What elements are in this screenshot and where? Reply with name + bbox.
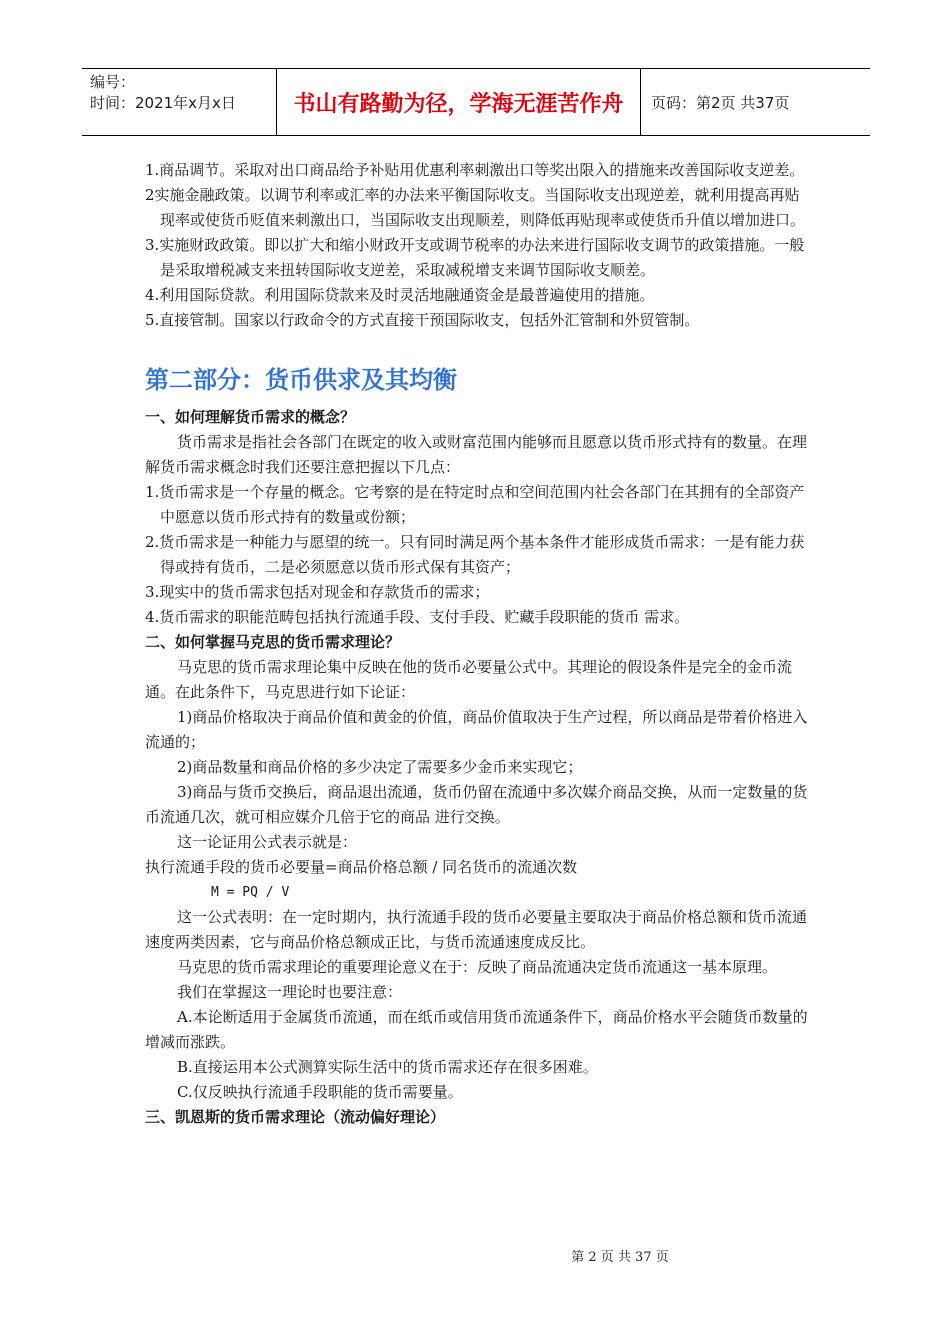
paragraph: 货币需求是指社会各部门在既定的收入或财富范围内能够而且愿意以货币形式持有的数量。在理解货币需求概念时我们还要注意把握以下几点： (145, 433, 808, 476)
section-title-q3: 三、凯恩斯的货币需求理论（流动偏好理论） (145, 1108, 446, 1126)
argument-point: 1)商品价格取决于商品价值和黄金的价值，商品价值取决于生产过程，所以商品是带着价格进入流通的； (145, 708, 808, 751)
paragraph: 这一公式表明：在一定时期内，执行流通手段的货币必要量主要取决于商品价格总额和货币流通速度两类因素，它与商品价格总额成正比，与货币流通速度成反比。 (145, 908, 808, 951)
header-left-cell (82, 69, 277, 135)
list-item: 1.货币需求是一个存量的概念。它考察的是在特定时点和空间范围内社会各部门在其拥有的全部资产中愿意以货币形式持有的数量或份额； (145, 483, 805, 526)
date-line: 时间：2021年x月x日 (90, 94, 236, 112)
paragraph: 我们在掌握这一理论时也要注意： (177, 983, 403, 1001)
formula-text: 执行流通手段的货币必要量=商品价格总额 / 同名货币的流通次数 (145, 858, 578, 876)
list-item: 1.商品调节。采取对出口商品给予补贴用优惠利率刺激出口等奖出限入的措施来改善国际收支逆差。 (145, 161, 805, 179)
list-item: 2.货币需求是一种能力与愿望的统一。只有同时满足两个基本条件才能形成货币需求：一是有能力获得或持有货币，二是必须愿意以货币形式保有其资产； (145, 533, 805, 576)
part-title: 第二部分：货币供求及其均衡 (145, 366, 457, 394)
formula: M = PQ / V (211, 885, 290, 900)
list-item: 3.现实中的货币需求包括对现金和存款货币的需求； (145, 583, 490, 601)
list-item: 3.实施财政政策。即以扩大和缩小财政开支或调节税率的办法来进行国际收支调节的政策措施。一般是采取增税减支来扭转国际收支逆差，采取减税增支来调节国际收支顺差。 (145, 236, 805, 279)
argument-point: 3)商品与货币交换后，商品退出流通，货币仍留在流通中多次媒介商品交换，从而一定数量的货币流通几次，就可相应媒介几倍于它的商品 进行交换。 (145, 783, 808, 826)
note-item: C.仅反映执行流通手段职能的货币需要量。 (177, 1083, 463, 1101)
paragraph: 马克思的货币需求理论集中反映在他的货币必要量公式中。其理论的假设条件是完全的金币流通。在此条件下，马克思进行如下论证： (145, 658, 793, 701)
list-item: 5.直接管制。国家以行政命令的方式直接干预国际收支，包括外汇管制和外贸管制。 (145, 311, 700, 329)
document-body (145, 158, 810, 1130)
section-title-q1: 一、如何理解货币需求的概念？ (145, 408, 356, 426)
note-item: B.直接运用本公式测算实际生活中的货币需求还存在很多困难。 (177, 1058, 598, 1076)
list-item: 4.货币需求的职能范畴包括执行流通手段、支付手段、贮藏手段职能的货币 需求。 (145, 608, 690, 626)
section-title-q2: 二、如何掌握马克思的货币需求理论？ (145, 633, 401, 651)
note-item: A.本论断适用于金属货币流通，而在纸币或信用货币流通条件下，商品价格水平会随货币数量的增减而涨跌。 (145, 1008, 808, 1051)
serial-label: 编号： (90, 73, 136, 91)
header-motto: 书山有路勤为径，学海无涯苦作舟 (277, 69, 641, 135)
paragraph: 这一论证用公式表示就是： (177, 833, 358, 851)
argument-point: 2)商品数量和商品价格的多少决定了需要多少金币来实现它； (177, 758, 583, 776)
page-header (82, 68, 870, 136)
header-page-info: 页码：第2页 共37页 (651, 93, 790, 112)
page-footer: 第 2 页 共 37 页 (571, 1250, 669, 1265)
list-item: 2实施金融政策。以调节利率或汇率的办法来平衡国际收支。当国际收支出现逆差，就利用提高再贴现率或使货币贬值来刺激出口，当国际收支出现顺差，则降低再贴现率或使货币升值以增加进口。 (145, 186, 806, 229)
paragraph: 马克思的货币需求理论的重要理论意义在于：反映了商品流通决定货币流通这一基本原理。 (177, 958, 778, 976)
list-item: 4.利用国际贷款。利用国际贷款来及时灵活地融通资金是最普遍使用的措施。 (145, 286, 655, 304)
